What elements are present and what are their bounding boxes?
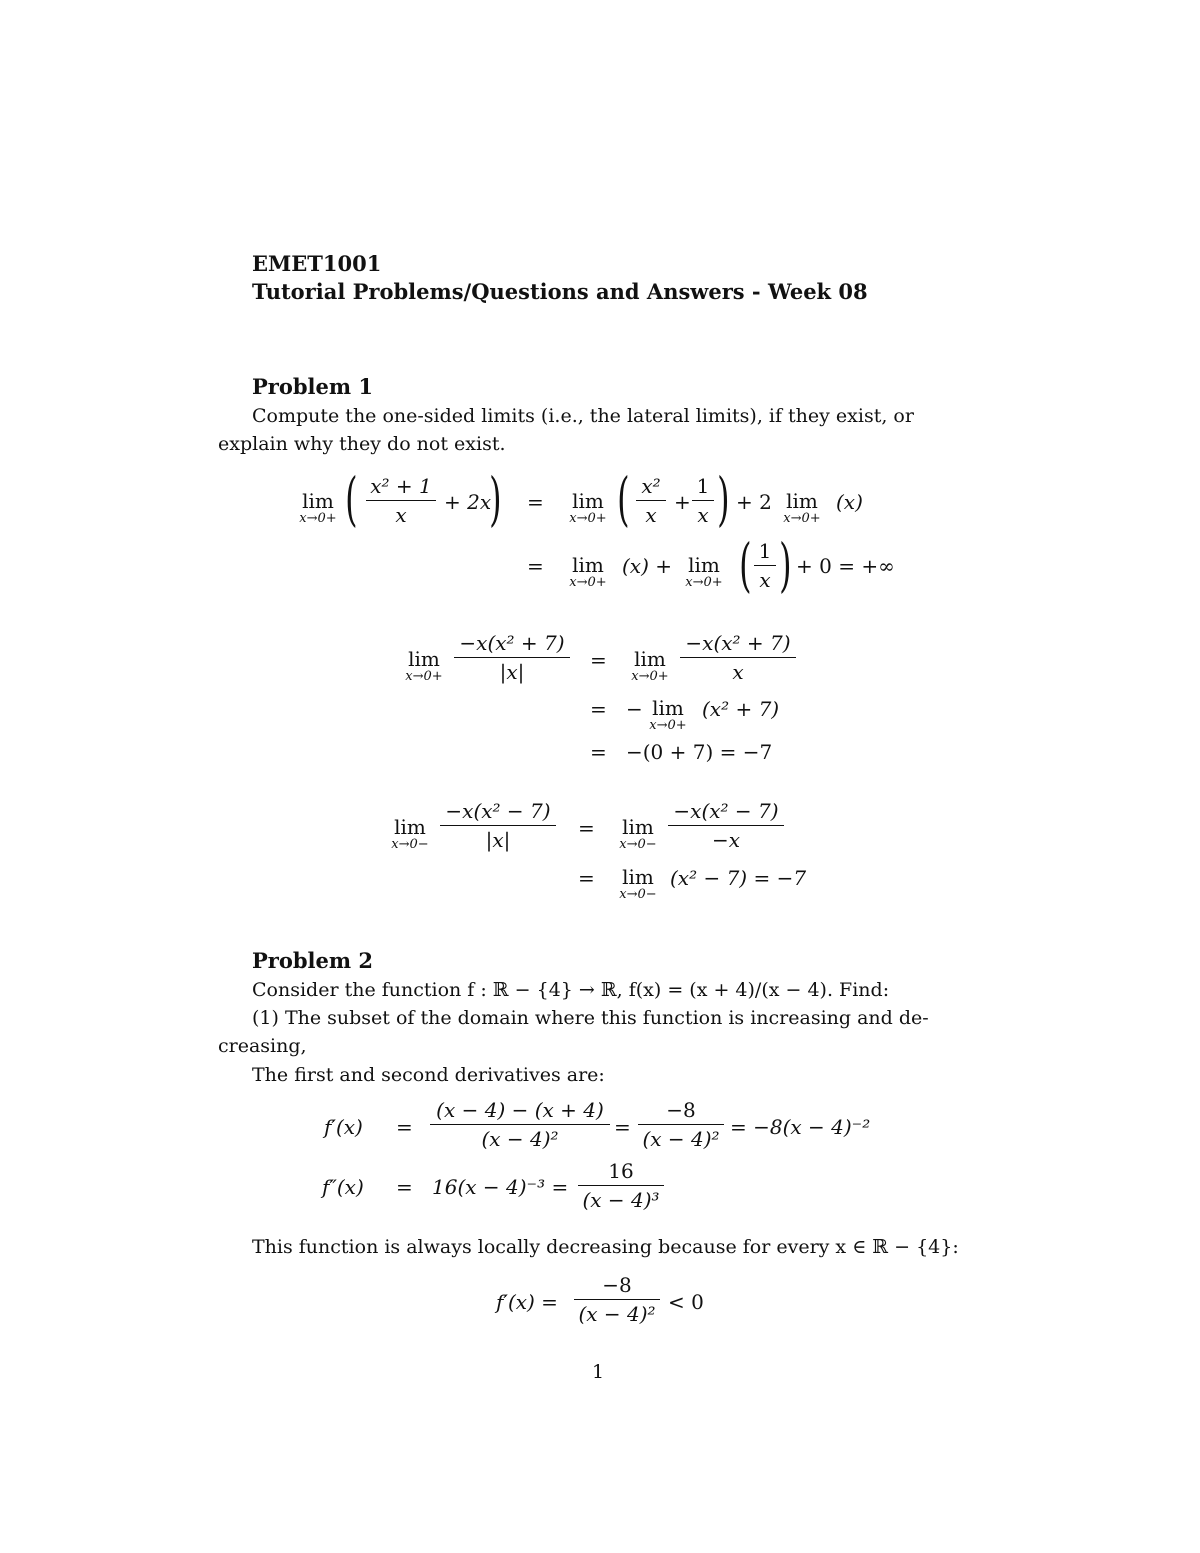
equals-sign: = [590,740,607,764]
right-paren: ) [489,465,502,533]
problem-2-text-line4: The first and second derivatives are: [252,1064,605,1086]
problem-1-text-line1: Compute the one-sided limits (i.e., the lateral limits), if they exist, or [252,405,914,427]
fraction: −x(x² + 7) |x| [454,630,570,685]
page-title: Tutorial Problems/Questions and Answers - Week 08 [252,279,868,304]
fraction: x² x [636,473,666,528]
problem-2-text-line2: (1) The subset of the domain where this function is increasing and de- [252,1007,929,1029]
limit-operator: lim x→0+ [631,647,669,684]
minus-sign: − [626,697,643,721]
limit-operator: lim x→0+ [649,696,687,733]
limit-operator: lim x→0+ [405,647,443,684]
equals-sign: = [614,1115,631,1139]
equals-sign: = [578,816,595,840]
fraction: 16 (x − 4)³ [578,1158,664,1213]
fraction: −8 (x − 4)² [574,1272,660,1327]
problem-1-heading: Problem 1 [252,374,374,399]
expression: −(0 + 7) = −7 [626,740,773,764]
expression: + 0 = +∞ [796,554,895,578]
expression: (x² − 7) = −7 [670,866,807,890]
limit-operator: lim x→0+ [685,553,723,590]
limit-operator: lim x→0+ [783,489,821,526]
expression: + 2 [736,490,772,514]
equals-sign: = [527,554,544,578]
fraction: −8 (x − 4)² [638,1097,724,1152]
fraction: −x(x² − 7) |x| [440,798,556,853]
limit-operator: lim x→0+ [569,553,607,590]
left-paren: ( [345,465,358,533]
fraction: (x − 4) − (x + 4) (x − 4)² [430,1097,610,1152]
expression: (x) + [622,554,672,578]
equals-sign: = [590,648,607,672]
plus-sign: + [674,490,691,514]
limit-operator: lim x→0+ [569,489,607,526]
limit-operator: lim x→0+ [299,489,337,526]
fraction: 1 x [692,473,714,528]
page-number: 1 [592,1361,605,1383]
expression: + 2x [444,490,492,514]
right-paren: ) [779,531,792,599]
equals-sign: = [396,1115,413,1139]
equals-sign: = [396,1175,413,1199]
left-paren: ( [739,531,752,599]
f-double-prime-label: f″(x) [322,1175,364,1199]
f-prime-label: f′(x) = [496,1290,558,1314]
fraction: 1 x [754,538,776,593]
limit-operator: lim x→0− [391,815,429,852]
equals-sign: = [527,490,544,514]
limit-operator: lim x→0− [619,815,657,852]
expression: (x² + 7) [702,697,780,721]
expression: = −8(x − 4)⁻² [730,1115,871,1139]
right-paren: ) [717,465,730,533]
problem-2-heading: Problem 2 [252,948,374,973]
course-code: EMET1001 [252,251,382,276]
expression: < 0 [668,1290,704,1314]
limit-operator: lim x→0− [619,865,657,902]
problem-2-text-line5: This function is always locally decreasing because for every x ∈ ℝ − {4}: [252,1236,959,1258]
expression: 16(x − 4)⁻³ = [432,1175,569,1199]
problem-2-text-line1: Consider the function f : ℝ − {4} → ℝ, f(x) = (x + 4)/(x − 4). Find: [252,979,890,1001]
fraction: x² + 1 x [366,473,436,528]
fraction: −x(x² + 7) x [680,630,796,685]
problem-1-text-line2: explain why they do not exist. [218,433,506,455]
left-paren: ( [617,465,630,533]
equals-sign: = [590,697,607,721]
expression: (x) [836,490,863,514]
fraction: −x(x² − 7) −x [668,798,784,853]
equals-sign: = [578,866,595,890]
problem-2-text-line3: creasing, [218,1035,307,1057]
f-prime-label: f′(x) [324,1115,363,1139]
